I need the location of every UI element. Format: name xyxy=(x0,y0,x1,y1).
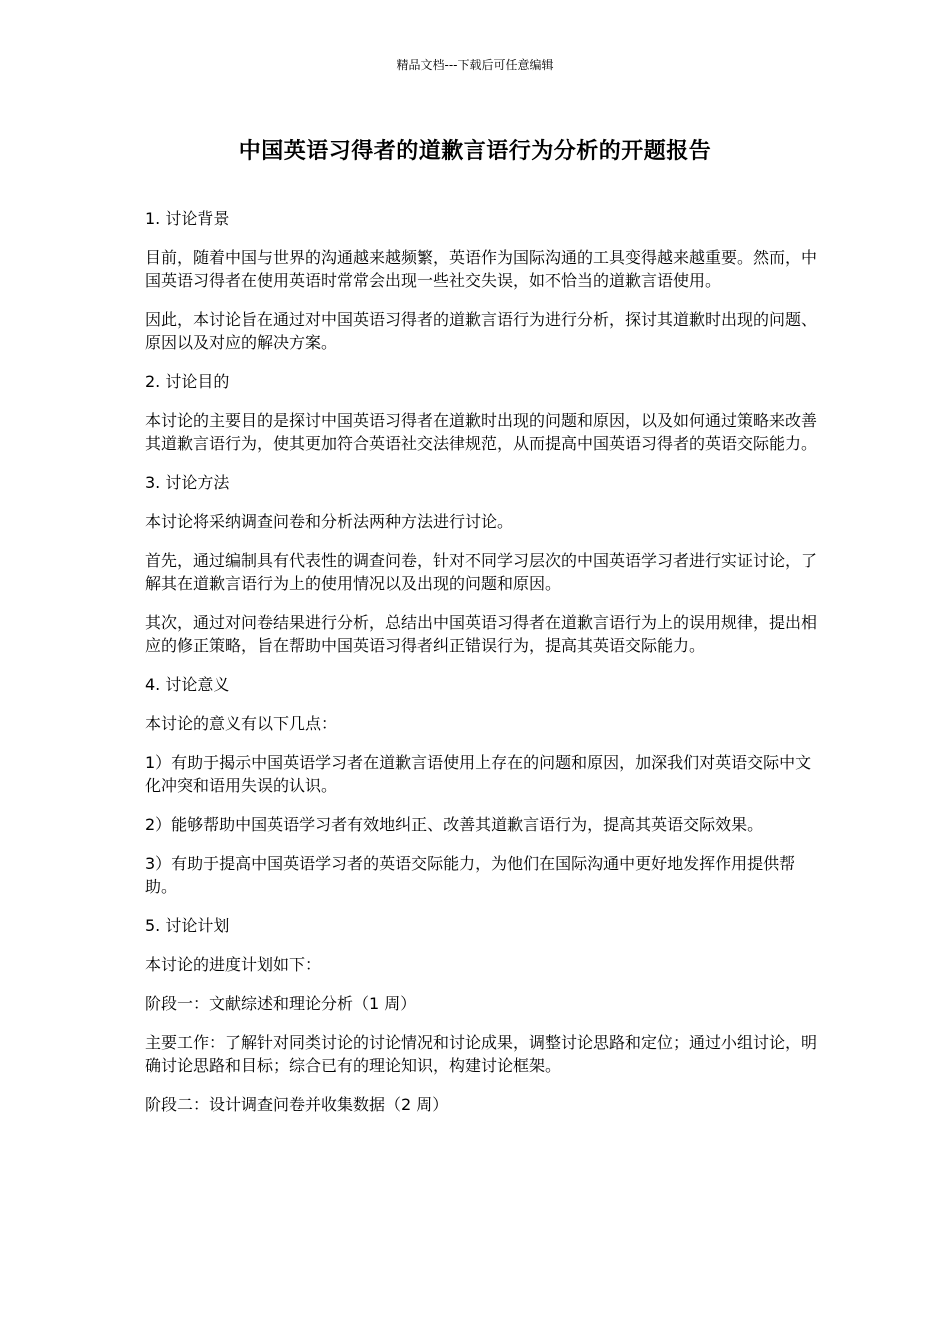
plan-stage: 阶段二：设计调查问卷并收集数据（2 周） xyxy=(145,1095,449,1114)
section-heading-purpose: 2. 讨论目的 xyxy=(145,372,230,391)
section-heading-background: 1. 讨论背景 xyxy=(145,209,230,228)
paragraph: 主要工作：了解针对同类讨论的讨论情况和讨论成果，调整讨论思路和定位；通过小组讨论，明确讨论思路和目标；综合已有的理论知识，构建讨论框架。 xyxy=(145,1033,818,1075)
paragraph: 首先，通过编制具有代表性的调查问卷，针对不同学习层次的中国英语学习者进行实证讨论，了解其在道歉言语行为上的使用情况以及出现的问题和原因。 xyxy=(145,551,818,593)
page-header: 精品文档---下载后可任意编辑 xyxy=(396,58,554,72)
plan-stage: 阶段一：文献综述和理论分析（1 周） xyxy=(145,994,417,1013)
section-heading-plan: 5. 讨论计划 xyxy=(145,916,230,935)
paragraph: 本讨论的意义有以下几点： xyxy=(145,714,338,733)
paragraph: 其次，通过对问卷结果进行分析，总结出中国英语习得者在道歉言语行为上的误用规律，提出相应的修正策略，旨在帮助中国英语习得者纠正错误行为，提高其英语交际能力。 xyxy=(145,613,818,655)
paragraph: 因此，本讨论旨在通过对中国英语习得者的道歉言语行为进行分析，探讨其道歉时出现的问题、原因以及对应的解决方案。 xyxy=(145,310,818,352)
paragraph: 本讨论的进度计划如下： xyxy=(145,955,322,974)
section-heading-method: 3. 讨论方法 xyxy=(145,473,230,492)
document-title: 中国英语习得者的道歉言语行为分析的开题报告 xyxy=(238,139,712,164)
paragraph: 本讨论的主要目的是探讨中国英语习得者在道歉时出现的问题和原因，以及如何通过策略来改善其道歉言语行为，使其更加符合英语社交法律规范，从而提高中国英语习得者的英语交际能力。 xyxy=(145,411,818,453)
document-body xyxy=(145,207,817,1132)
paragraph: 目前，随着中国与世界的沟通越来越频繁，英语作为国际沟通的工具变得越来越重要。然而，中国英语习得者在使用英语时常常会出现一些社交失误，如不恰当的道歉言语使用。 xyxy=(145,248,818,290)
list-item: 2）能够帮助中国英语学习者有效地纠正、改善其道歉言语行为，提高其英语交际效果。 xyxy=(145,815,764,834)
list-item: 1）有助于揭示中国英语学习者在道歉言语使用上存在的问题和原因，加深我们对英语交际中文化冲突和语用失误的认识。 xyxy=(145,753,812,795)
paragraph: 本讨论将采纳调查问卷和分析法两种方法进行讨论。 xyxy=(145,512,514,531)
section-heading-significance: 4. 讨论意义 xyxy=(145,675,230,694)
list-item: 3）有助于提高中国英语学习者的英语交际能力，为他们在国际沟通中更好地发挥作用提供帮助。 xyxy=(145,854,796,896)
